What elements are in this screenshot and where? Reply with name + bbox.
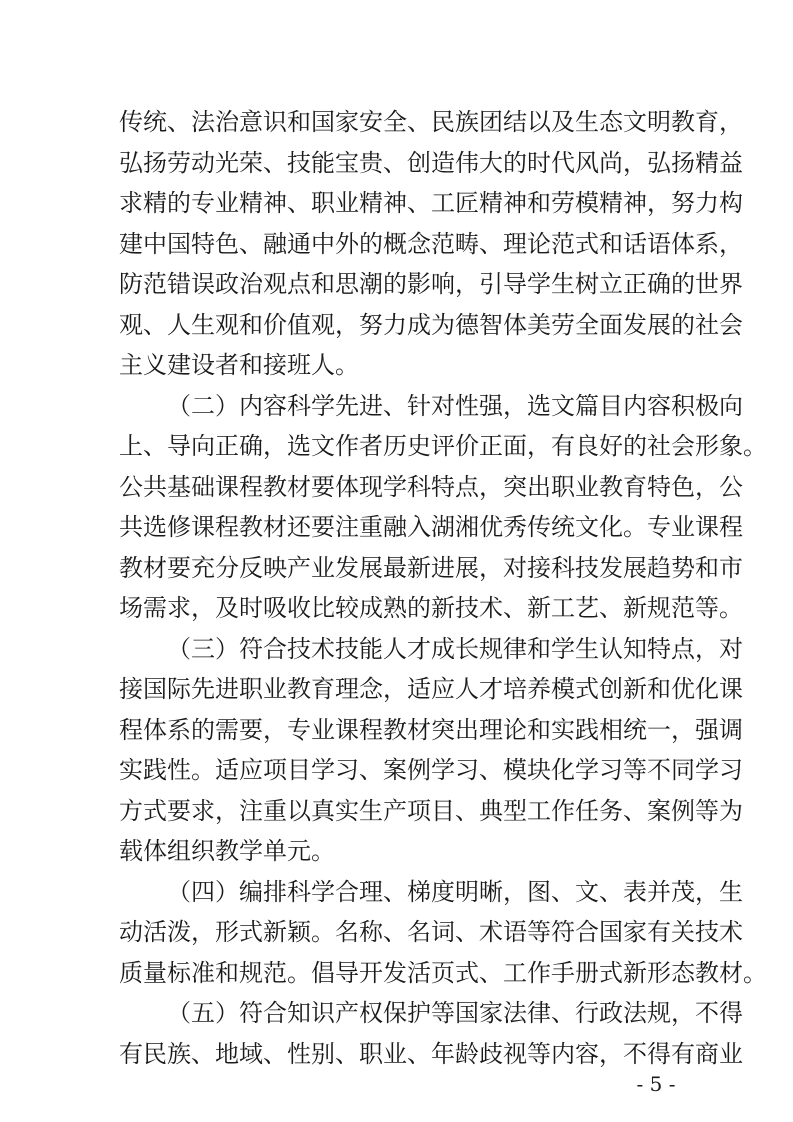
- paragraph-first-line: （五）符合知识产权保护等国家法律、行政法规，不得: [167, 999, 743, 1027]
- text-line: 载体组织教学单元。: [119, 837, 335, 865]
- page-number: - 5 -: [636, 1072, 676, 1096]
- text-line: 教材要充分反映产业发展最新进展，对接科技发展趋势和市: [119, 554, 743, 582]
- text-line: 程体系的需要，专业课程教材突出理论和实践相统一，强调: [119, 716, 743, 744]
- text-line: 求精的专业精神、职业精神、工匠精神和劳模精神，努力构: [119, 189, 743, 217]
- text-line: 公共基础课程教材要体现学科特点，突出职业教育特色，公: [119, 473, 743, 501]
- paragraph-first-line: （三）符合技术技能人才成长规律和学生认知特点，对: [167, 635, 743, 663]
- text-line: 主义建设者和接班人。: [119, 351, 359, 379]
- paragraph-first-line: （四）编排科学合理、梯度明晰，图、文、表并茂，生: [167, 878, 743, 906]
- text-line: 实践性。适应项目学习、案例学习、模块化学习等不同学习: [119, 756, 743, 784]
- text-line: 防范错误政治观点和思潮的影响，引导学生树立正确的世界: [119, 270, 743, 298]
- text-line: 场需求，及时吸收比较成熟的新技术、新工艺、新规范等。: [119, 594, 743, 622]
- text-line: 有民族、地域、性别、职业、年龄歧视等内容，不得有商业: [119, 1040, 743, 1068]
- text-line: 弘扬劳动光荣、技能宝贵、创造伟大的时代风尚，弘扬精益: [119, 149, 743, 177]
- text-line: 质量标准和规范。倡导开发活页式、工作手册式新形态教材。: [119, 959, 767, 987]
- text-line: 动活泼，形式新颖。名称、名词、术语等符合国家有关技术: [119, 918, 743, 946]
- text-line: 观、人生观和价值观，努力成为德智体美劳全面发展的社会: [119, 311, 743, 339]
- text-line: 共选修课程教材还要注重融入湖湘优秀传统文化。专业课程: [119, 513, 743, 541]
- text-line: 建中国特色、融通中外的概念范畴、理论范式和话语体系，: [119, 230, 743, 258]
- text-line: 上、导向正确，选文作者历史评价正面，有良好的社会形象。: [119, 432, 767, 460]
- paragraph-first-line: （二）内容科学先进、针对性强，选文篇目内容积极向: [167, 392, 743, 420]
- text-line: 传统、法治意识和国家安全、民族团结以及生态文明教育，: [119, 108, 743, 136]
- text-line: 方式要求，注重以真实生产项目、典型工作任务、案例等为: [119, 797, 743, 825]
- text-line: 接国际先进职业教育理念，适应人才培养模式创新和优化课: [119, 675, 743, 703]
